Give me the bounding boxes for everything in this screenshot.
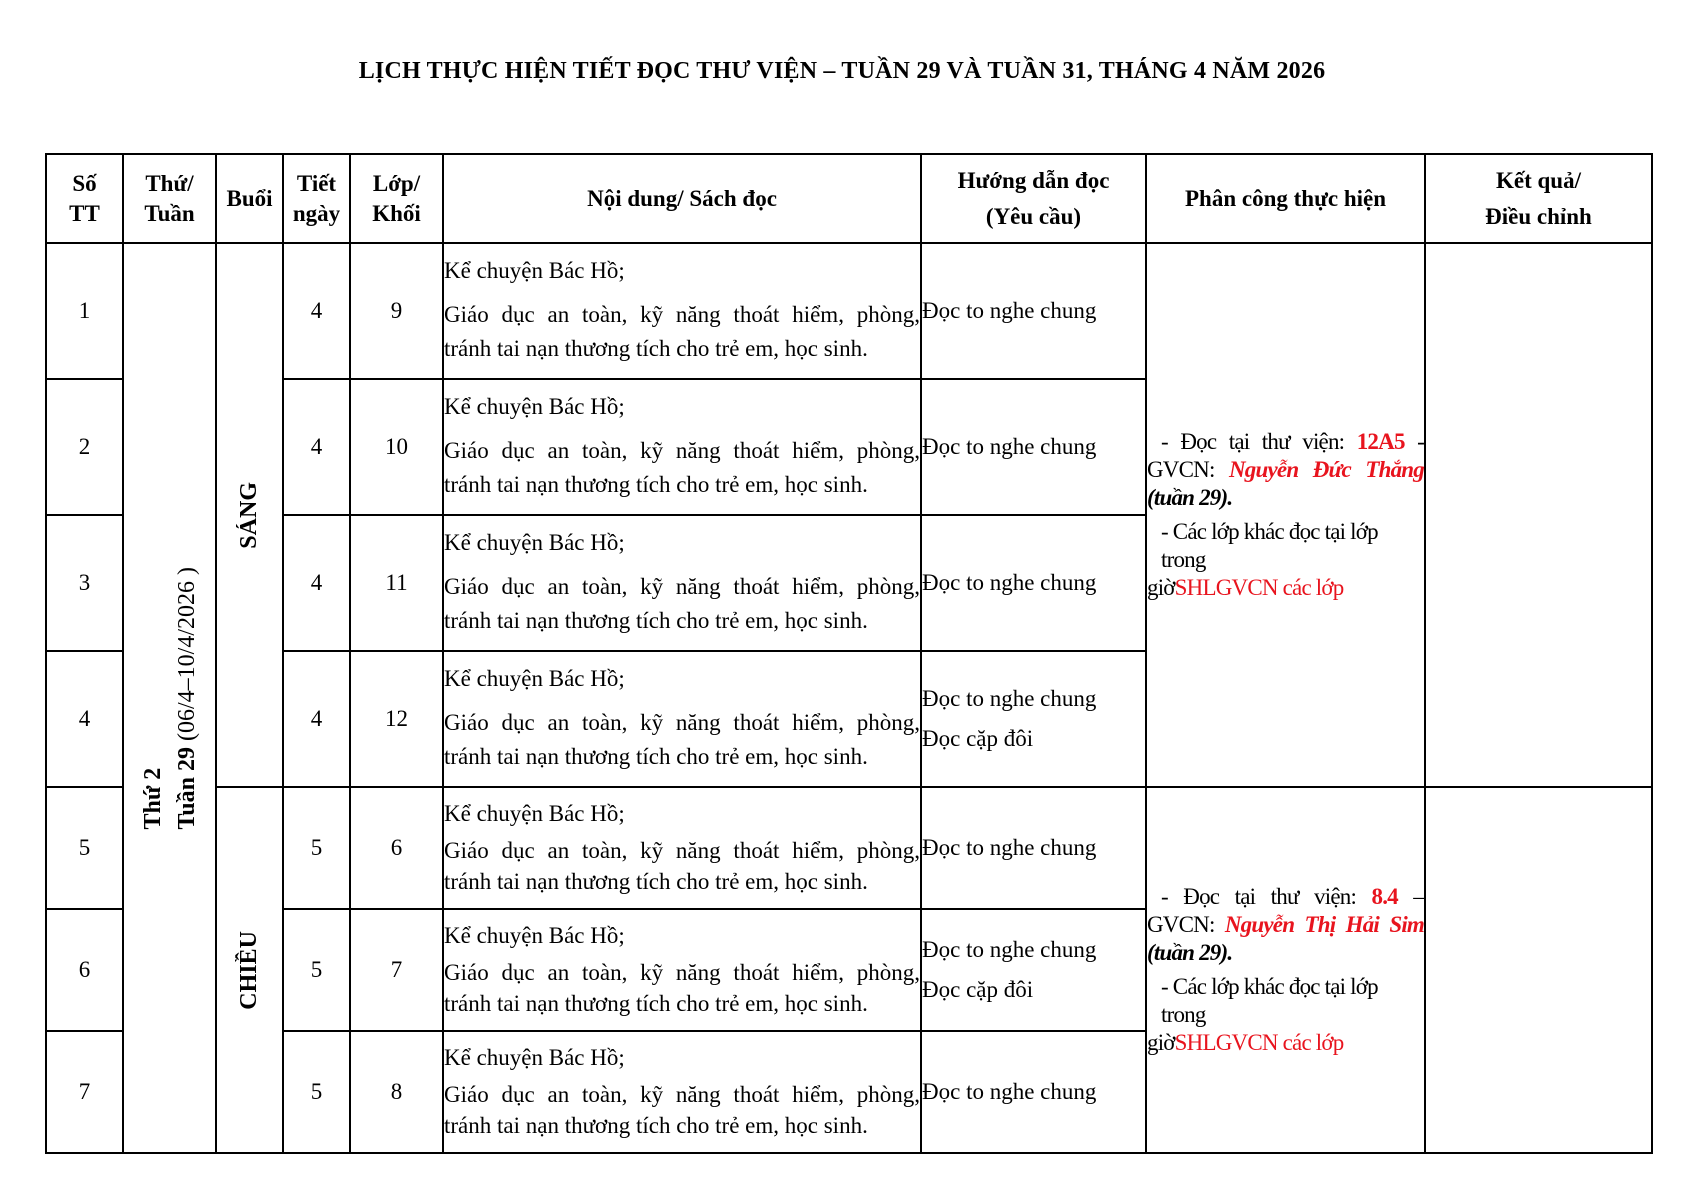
header-phan-cong: Phân công thực hiện: [1146, 154, 1425, 243]
row-content: Kể chuyện Bác Hồ; Giáo dục an toàn, kỹ năng thoát hiểm, phòng, tránh tai nạn thương tích cho trẻ em, học sinh.: [443, 243, 921, 379]
header-stt: Số TT: [46, 154, 123, 243]
row-tiet: 5: [283, 787, 350, 909]
teacher-afternoon: Nguyễn Thị Hải Sim: [1224, 912, 1424, 937]
header-tiet: Tiết ngày: [283, 154, 350, 243]
assign-afternoon: - Đọc tại thư viện: 8.4 – GVCN: Nguyễn Thị Hải Sim (tuần 29). - Các lớp khác đọc tại lớp trong giờSHLGVCN các lớp: [1146, 787, 1425, 1153]
row-stt: 5: [46, 787, 123, 909]
row-tiet: 4: [283, 651, 350, 787]
row-tiet: 4: [283, 515, 350, 651]
row-stt: 3: [46, 515, 123, 651]
row-guide: Đọc to nghe chung: [921, 787, 1146, 909]
row-lop: 12: [350, 651, 443, 787]
session-afternoon: CHIỀU: [236, 930, 262, 1010]
session-morning: SÁNG: [236, 481, 262, 549]
row-tiet: 5: [283, 909, 350, 1031]
schedule-table: [45, 153, 1653, 1154]
header-lop: Lớp/ Khối: [350, 154, 443, 243]
header-ket-qua: Kết quả/ Điều chỉnh: [1425, 154, 1652, 243]
row-guide: Đọc to nghe chung Đọc cặp đôi: [921, 651, 1146, 787]
session-morning-cell: [216, 243, 283, 787]
row-lop: 9: [350, 243, 443, 379]
row-stt: 6: [46, 909, 123, 1031]
row-tiet: 4: [283, 243, 350, 379]
row-lop: 8: [350, 1031, 443, 1153]
row-content: Kể chuyện Bác Hồ; Giáo dục an toàn, kỹ năng thoát hiểm, phòng, tránh tai nạn thương tích cho trẻ em, học sinh.: [443, 787, 921, 909]
result-morning: [1425, 243, 1652, 787]
row-lop: 11: [350, 515, 443, 651]
week-day: Thứ 2: [139, 767, 166, 830]
table-row: [46, 243, 1652, 379]
header-thu-tuan: Thứ/ Tuần: [123, 154, 216, 243]
session-afternoon-cell: [216, 787, 283, 1153]
week-range: (06/4–10/4/2026 ): [173, 566, 200, 747]
row-content: Kể chuyện Bác Hồ; Giáo dục an toàn, kỹ năng thoát hiểm, phòng, tránh tai nạn thương tích cho trẻ em, học sinh.: [443, 515, 921, 651]
row-tiet: 4: [283, 379, 350, 515]
table-row: [46, 787, 1652, 909]
row-guide: Đọc to nghe chung: [921, 379, 1146, 515]
row-lop: 6: [350, 787, 443, 909]
teacher-morning: Nguyễn Đức Thắng: [1229, 457, 1424, 482]
week-cell: [123, 243, 216, 1153]
header-noi-dung: Nội dung/ Sách đọc: [443, 154, 921, 243]
row-stt: 1: [46, 243, 123, 379]
row-stt: 2: [46, 379, 123, 515]
page-title: LỊCH THỰC HIỆN TIẾT ĐỌC THƯ VIỆN – TUẦN 29 VÀ TUẦN 31, THÁNG 4 NĂM 2026: [358, 58, 1326, 84]
row-lop: 7: [350, 909, 443, 1031]
row-guide: Đọc to nghe chung Đọc cặp đôi: [921, 909, 1146, 1031]
header-row: [46, 154, 1652, 243]
row-guide: Đọc to nghe chung: [921, 1031, 1146, 1153]
row-stt: 4: [46, 651, 123, 787]
row-guide: Đọc to nghe chung: [921, 515, 1146, 651]
row-tiet: 5: [283, 1031, 350, 1153]
row-content: Kể chuyện Bác Hồ; Giáo dục an toàn, kỹ năng thoát hiểm, phòng, tránh tai nạn thương tích cho trẻ em, học sinh.: [443, 909, 921, 1031]
row-lop: 10: [350, 379, 443, 515]
result-afternoon: [1425, 787, 1652, 1153]
assign-morning: - Đọc tại thư viện: 12A5 - GVCN: Nguyễn Đức Thắng (tuần 29). - Các lớp khác đọc tại lớp trong giờSHLGVCN các lớp: [1146, 243, 1425, 787]
row-content: Kể chuyện Bác Hồ; Giáo dục an toàn, kỹ năng thoát hiểm, phòng, tránh tai nạn thương tích cho trẻ em, học sinh.: [443, 1031, 921, 1153]
row-guide: Đọc to nghe chung: [921, 243, 1146, 379]
header-buoi: Buổi: [216, 154, 283, 243]
week-label: Tuần 29: [173, 746, 200, 830]
row-content: Kể chuyện Bác Hồ; Giáo dục an toàn, kỹ năng thoát hiểm, phòng, tránh tai nạn thương tích cho trẻ em, học sinh.: [443, 651, 921, 787]
header-huong-dan: Hướng dẫn đọc (Yêu cầu): [921, 154, 1146, 243]
row-content: Kể chuyện Bác Hồ; Giáo dục an toàn, kỹ năng thoát hiểm, phòng, tránh tai nạn thương tích cho trẻ em, học sinh.: [443, 379, 921, 515]
row-stt: 7: [46, 1031, 123, 1153]
